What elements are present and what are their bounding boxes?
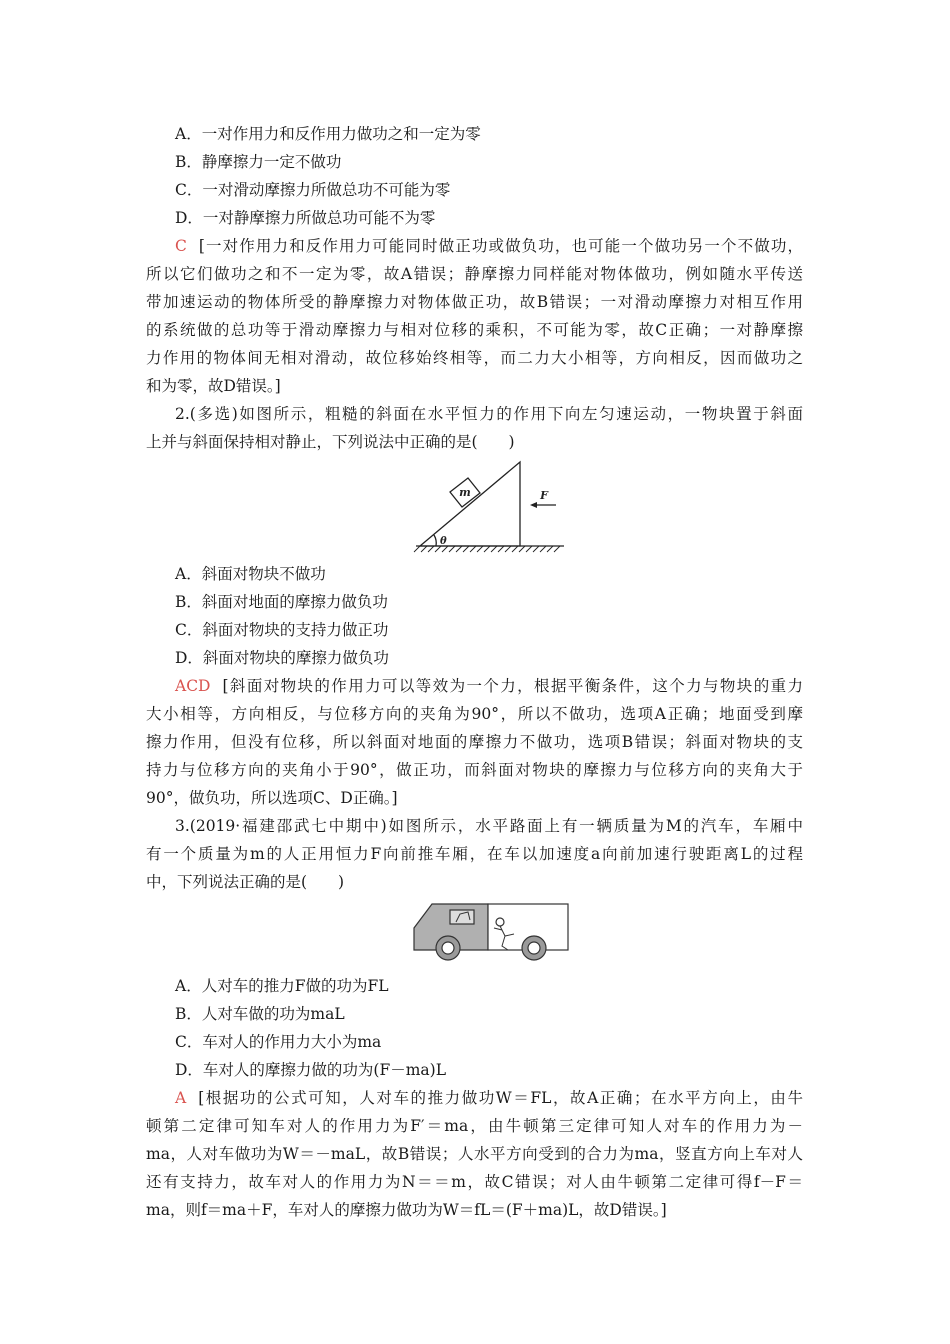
q1-answer: C — [175, 237, 187, 255]
block-label: m — [459, 486, 471, 499]
angle-arc — [434, 535, 436, 546]
q1-explanation-line-1: C [一对作用力和反作用力可能同时做正功或做负功，也可能一个做功另一个不做功， — [175, 237, 803, 255]
q1-option-d: D．一对静摩擦力所做总功可能不为零 — [175, 209, 436, 227]
q3-answer: A — [175, 1089, 187, 1107]
q2-option-c: C．斜面对物块的支持力做正功 — [175, 621, 389, 639]
force-arrow-head — [530, 502, 537, 508]
q3-explanation-line-1: A [根据功的公式可知，人对车的推力做功W＝FL，故A正确；在水平方向上，由牛 — [175, 1089, 803, 1107]
q1-explanation-line-5: 力作用的物体间无相对滑动，故位移始终相等，而二力大小相等，方向相反，因而做功之 — [146, 349, 803, 367]
q2-explanation-line-5: 90°，做负功，所以选项C、D正确。] — [146, 789, 398, 807]
q2-option-a: A．斜面对物块不做功 — [175, 565, 326, 583]
front-wheel-hub — [442, 942, 454, 954]
q1-explanation-line-2: 所以它们做功之和不一定为零，故A错误；静摩擦力同样能对物体做功，例如随水平传送 — [146, 265, 803, 283]
incline-figure — [408, 458, 570, 554]
q2-explanation-line-3: 擦力作用，但没有位移，所以斜面对地面的摩擦力不做功，选项B错误；斜面对物块的支 — [146, 733, 803, 751]
q2-option-b: B．斜面对地面的摩擦力做负功 — [175, 593, 388, 611]
incline-wedge — [420, 462, 520, 546]
q3-explanation-line-5: ma，则f＝ma＋F，车对人的摩擦力做功为W＝fL＝(F＋ma)L，故D错误。] — [146, 1201, 667, 1219]
q1-option-a: A．一对作用力和反作用力做功之和一定为零 — [175, 125, 481, 143]
q3-option-c: C．车对人的作用力大小为ma — [175, 1033, 382, 1051]
q3-option-a: A．人对车的推力F做的功为FL — [175, 977, 389, 995]
q3-option-b: B．人对车做的功为maL — [175, 1005, 345, 1023]
q3-explanation-line-3: ma，人对车做功为W＝－maL，故B错误；人水平方向受到的合力为ma，竖直方向上车对人 — [146, 1145, 803, 1163]
q3-stem-line-3: 中，下列说法正确的是( ) — [146, 873, 345, 891]
cab-window — [450, 910, 474, 924]
force-label: F — [540, 489, 548, 502]
truck-figure — [410, 898, 572, 964]
q2-option-d: D．斜面对物块的摩擦力做负功 — [175, 649, 389, 667]
q2-explanation-line-2: 大小相等，方向相反，与位移方向的夹角为90°，所以不做功，选项A正确；地面受到摩 — [146, 705, 803, 723]
ground-hatching — [414, 546, 560, 552]
q1-option-b: B．静摩擦力一定不做功 — [175, 153, 342, 171]
q2-explanation-line-4: 持力与位移方向的夹角小于90°，做正功，而斜面对物块的摩擦力与位移方向的夹角大于 — [146, 761, 803, 779]
q2-stem-line-1: 2.(多选)如图所示，粗糙的斜面在水平恒力的作用下向左匀速运动，一物块置于斜面 — [175, 405, 803, 423]
q1-explanation-line-3: 带加速运动的物体所受的静摩擦力对物体做正功，故B错误；一对滑动摩擦力对相互作用 — [146, 293, 803, 311]
q3-explanation-line-2: 顿第二定律可知车对人的作用力为F′＝ma，由牛顿第三定律可知人对车的作用力为－ — [146, 1117, 803, 1135]
person-head — [496, 918, 504, 926]
q1-explanation-line-4: 的系统做的总功等于滑动摩擦力与相对位移的乘积，不可能为零，故C正确；一对静摩擦 — [146, 321, 803, 339]
q3-option-d: D．车对人的摩擦力做的功为(F－ma)L — [175, 1061, 447, 1079]
q2-answer: ACD — [175, 677, 211, 695]
q3-stem-line-1: 3.(2019·福建邵武七中期中)如图所示，水平路面上有一辆质量为M的汽车，车厢中 — [175, 817, 803, 835]
q1-explanation-line-6: 和为零，故D错误。] — [146, 377, 281, 395]
rear-wheel-hub — [528, 942, 540, 954]
q2-explanation-line-1: ACD [斜面对物块的作用力可以等效为一个力，根据平衡条件，这个力与物块的重力 — [175, 677, 803, 695]
q2-stem-line-2: 上并与斜面保持相对静止，下列说法中正确的是( ) — [146, 433, 515, 451]
q1-option-c: C．一对滑动摩擦力所做总功不可能为零 — [175, 181, 451, 199]
angle-label: θ — [440, 536, 447, 547]
q3-stem-line-2: 有一个质量为m的人正用恒力F向前推车厢，在车以加速度a向前加速行驶距离L的过程 — [146, 845, 803, 863]
q3-explanation-line-4: 还有支持力，故车对人的作用力为N＝＝m，故C错误；对人由牛顿第二定律可得f－F＝ — [146, 1173, 803, 1191]
